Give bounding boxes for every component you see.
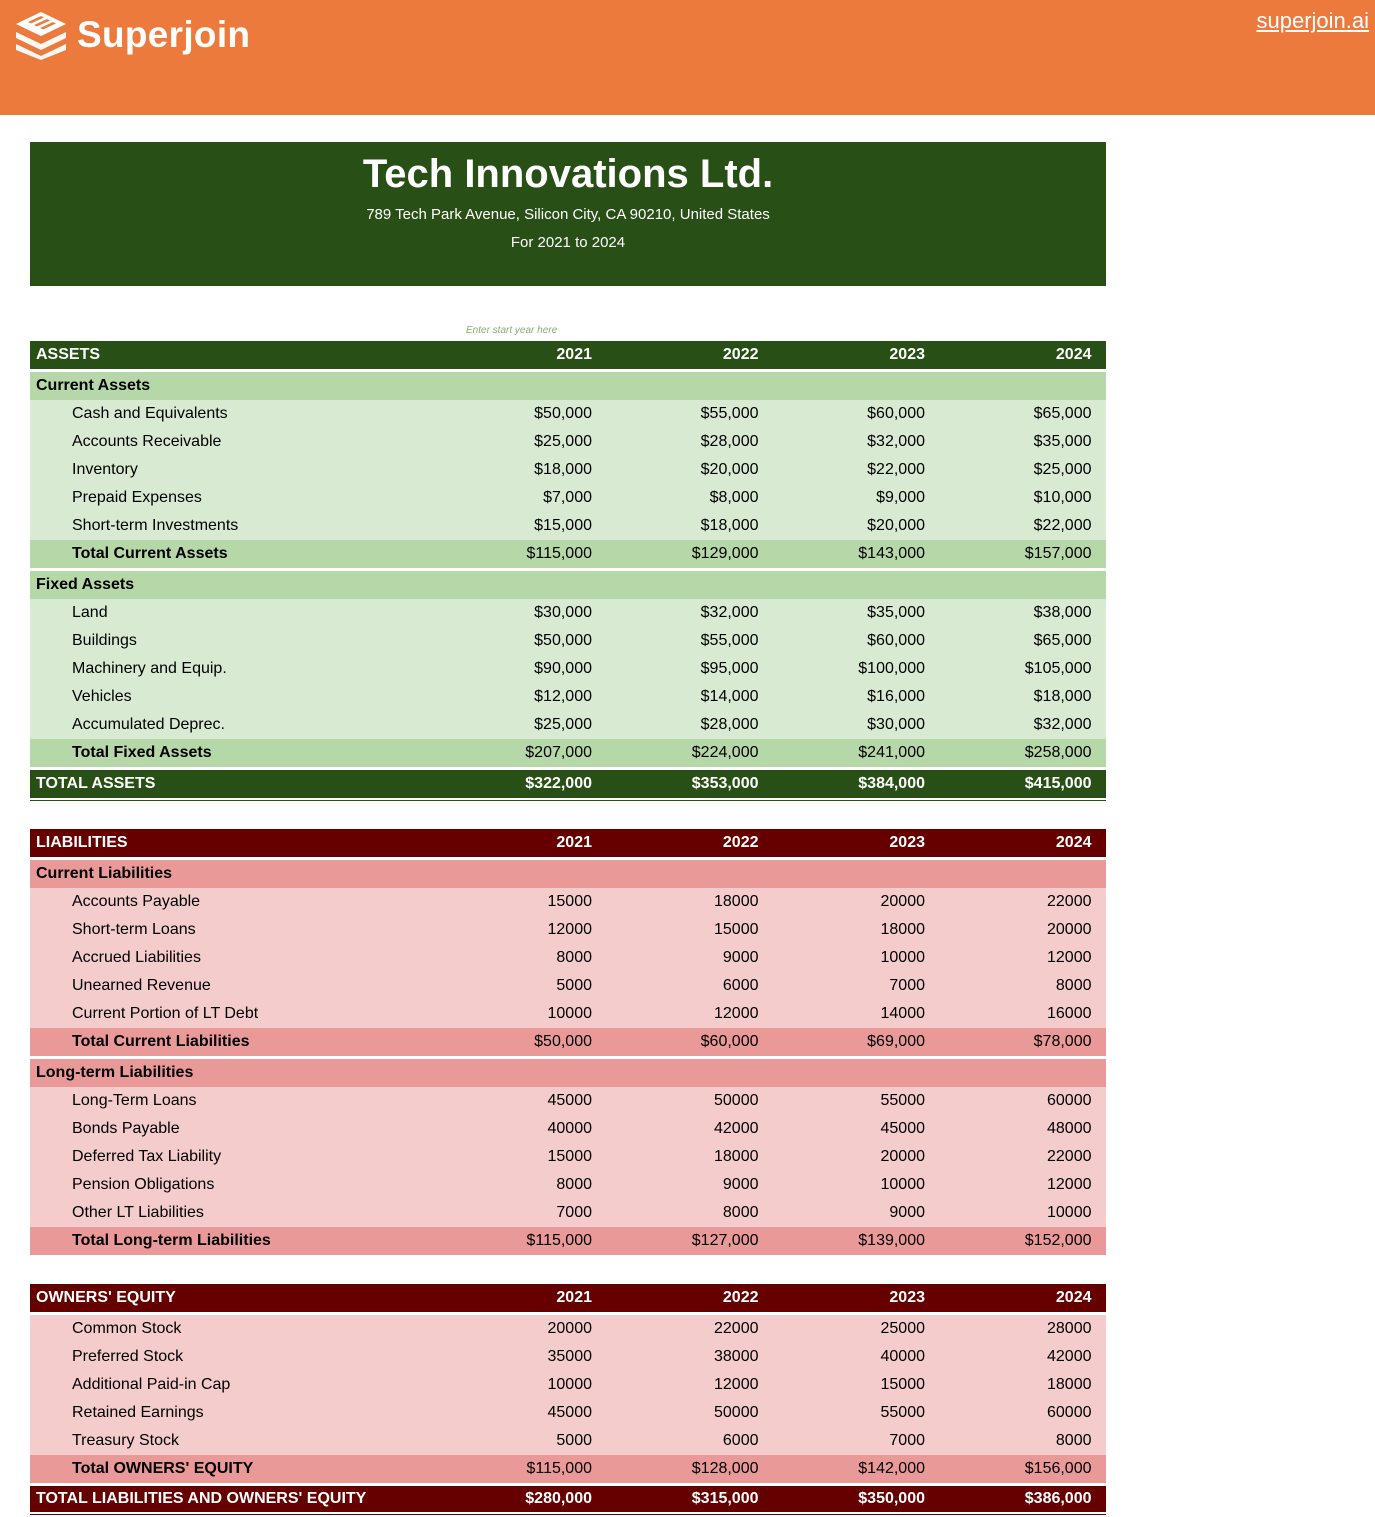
cell[interactable]: $152,000	[1024, 1232, 1092, 1249]
cell[interactable]: 9000	[889, 1204, 925, 1221]
table-row	[30, 428, 1106, 456]
table-row	[30, 1399, 1106, 1427]
cell[interactable]: 10000	[547, 1005, 592, 1022]
cell[interactable]: 5000	[556, 1432, 592, 1449]
cell[interactable]: 7000	[889, 1432, 925, 1449]
table-row	[30, 1315, 1106, 1343]
year-cell: 2023	[889, 1289, 925, 1306]
row-label: Pension Obligations	[72, 1176, 215, 1193]
cell[interactable]: 7000	[556, 1204, 592, 1221]
section-label: Current Assets	[36, 377, 151, 394]
cell[interactable]: 16000	[1047, 1005, 1092, 1022]
company-name: Tech Innovations Ltd.	[362, 152, 774, 196]
year-cell[interactable]: 2021	[556, 346, 592, 363]
table-row	[30, 1199, 1106, 1227]
cell[interactable]: 10000	[880, 949, 925, 966]
longterm-liabilities-items	[30, 1087, 1106, 1227]
cell[interactable]: 7000	[889, 977, 925, 994]
cell[interactable]: 12000	[547, 921, 592, 938]
cell[interactable]: 60000	[1047, 1092, 1092, 1109]
cell[interactable]: $25,000	[1033, 461, 1092, 478]
row-label: Bonds Payable	[72, 1120, 180, 1137]
cell[interactable]: 45000	[547, 1404, 592, 1421]
cell[interactable]: 12000	[1047, 949, 1092, 966]
cell[interactable]: 40000	[880, 1348, 925, 1365]
cell[interactable]: $9,000	[876, 489, 925, 506]
cell[interactable]: 50000	[714, 1404, 759, 1421]
cell[interactable]: 12000	[714, 1005, 759, 1022]
total-assets-row	[30, 770, 1106, 800]
equity-title: OWNERS' EQUITY	[36, 1289, 176, 1306]
row-label: Short-term Investments	[72, 517, 239, 534]
cell[interactable]: $258,000	[1024, 744, 1092, 761]
table-row	[30, 888, 1106, 916]
cell[interactable]: $280,000	[525, 1490, 592, 1507]
row-label: Buildings	[72, 632, 137, 649]
row-label: Current Portion of LT Debt	[72, 1005, 259, 1022]
cell[interactable]: $55,000	[700, 405, 759, 422]
assets-title: ASSETS	[36, 346, 101, 363]
cell[interactable]: 10000	[547, 1376, 592, 1393]
cell[interactable]: 8000	[1055, 977, 1092, 994]
cell[interactable]: 42000	[1047, 1348, 1092, 1365]
cell[interactable]: 14000	[880, 1005, 925, 1022]
current-liabilities-items	[30, 888, 1106, 1028]
stacked-layers-icon	[14, 10, 68, 60]
table-row	[30, 944, 1106, 972]
cell[interactable]: $128,000	[691, 1460, 759, 1477]
year-cell: 2023	[889, 346, 925, 363]
total-longterm-liabilities-row	[30, 1227, 1106, 1255]
cell[interactable]: 42000	[714, 1120, 759, 1137]
liabilities-header-row	[30, 829, 1106, 857]
cell[interactable]: 15000	[880, 1376, 925, 1393]
row-label: TOTAL LIABILITIES AND OWNERS' EQUITY	[36, 1490, 367, 1507]
total-fixed-assets-row	[30, 739, 1106, 767]
cell[interactable]: $60,000	[867, 405, 925, 422]
cell[interactable]: $65,000	[1033, 405, 1092, 422]
year-cell: 2024	[1055, 1289, 1092, 1306]
cell[interactable]: 8000	[556, 1176, 592, 1193]
cell[interactable]: $156,000	[1024, 1460, 1092, 1477]
cell[interactable]: $139,000	[858, 1232, 925, 1249]
year-cell: 2022	[722, 1289, 759, 1306]
current-assets-items	[30, 400, 1106, 540]
row-label: Accounts Receivable	[72, 433, 222, 450]
table-row	[30, 1115, 1106, 1143]
current-liabilities-heading	[30, 860, 1106, 888]
cell[interactable]: $129,000	[691, 545, 759, 562]
cell[interactable]: $32,000	[700, 604, 759, 621]
cell[interactable]: $157,000	[1024, 545, 1092, 562]
cell[interactable]: $353,000	[691, 775, 759, 792]
cell[interactable]: 9000	[722, 1176, 759, 1193]
report-header	[30, 142, 1106, 286]
cell[interactable]: $50,000	[534, 1033, 592, 1050]
row-label: Treasury Stock	[72, 1432, 179, 1449]
cell[interactable]: $207,000	[525, 744, 592, 761]
liabilities-title: LIABILITIES	[36, 834, 128, 851]
cell[interactable]: $224,000	[691, 744, 759, 761]
cell[interactable]: 8000	[556, 949, 592, 966]
table-row	[30, 655, 1106, 683]
cell[interactable]: $60,000	[700, 1033, 759, 1050]
cell[interactable]: $18,000	[1033, 688, 1092, 705]
cell[interactable]: 20000	[1047, 921, 1092, 938]
company-address: 789 Tech Park Avenue, Silicon City, CA 90210, United States	[366, 206, 770, 223]
equity-section	[30, 1284, 1106, 1515]
table-row	[30, 599, 1106, 627]
cell[interactable]: 55000	[880, 1092, 925, 1109]
row-label: TOTAL ASSETS	[36, 775, 156, 792]
cell[interactable]: 40000	[547, 1120, 592, 1137]
cell[interactable]: $15,000	[534, 517, 592, 534]
cell[interactable]: 18000	[1047, 1376, 1092, 1393]
row-label: Accrued Liabilities	[72, 949, 201, 966]
cell[interactable]: $28,000	[700, 433, 759, 450]
row-label: Land	[72, 604, 108, 621]
row-label: Common Stock	[72, 1320, 182, 1337]
table-row	[30, 627, 1106, 655]
cell[interactable]: $28,000	[700, 716, 759, 733]
table-row	[30, 711, 1106, 739]
cell[interactable]: $384,000	[858, 775, 925, 792]
liabilities-section	[30, 829, 1106, 1255]
cell[interactable]: 20000	[547, 1320, 592, 1337]
cell[interactable]: $35,000	[867, 604, 925, 621]
cell[interactable]: 60000	[1047, 1404, 1092, 1421]
superjoin-link[interactable]: superjoin.ai	[1256, 8, 1369, 33]
table-row	[30, 1371, 1106, 1399]
table-row	[30, 916, 1106, 944]
cell[interactable]: 15000	[547, 893, 592, 910]
total-current-assets-row	[30, 540, 1106, 568]
balance-sheet	[30, 142, 1106, 1507]
section-label: Fixed Assets	[36, 576, 135, 593]
cell[interactable]: $8,000	[709, 489, 759, 506]
fixed-assets-heading	[30, 571, 1106, 599]
section-label: Long-term Liabilities	[36, 1064, 194, 1081]
longterm-liabilities-heading	[30, 1059, 1106, 1087]
equity-header-row	[30, 1284, 1106, 1312]
total-assets-wrap	[30, 770, 1106, 801]
fixed-assets-items	[30, 599, 1106, 739]
cell[interactable]: $127,000	[691, 1232, 759, 1249]
cell[interactable]: 15000	[547, 1148, 592, 1165]
row-label: Total Current Liabilities	[72, 1033, 250, 1050]
table-row	[30, 1087, 1106, 1115]
table-row	[30, 1143, 1106, 1171]
cell[interactable]: $65,000	[1033, 632, 1092, 649]
cell[interactable]: 18000	[880, 921, 925, 938]
cell[interactable]: $30,000	[534, 604, 592, 621]
cell[interactable]: 15000	[714, 921, 759, 938]
cell[interactable]: $20,000	[700, 461, 759, 478]
brand-name: Superjoin	[77, 14, 251, 55]
year-cell: 2024	[1055, 834, 1092, 851]
table-row	[30, 456, 1106, 484]
report-period: For 2021 to 2024	[510, 234, 626, 251]
cell[interactable]: $50,000	[534, 632, 592, 649]
cell[interactable]: $14,000	[700, 688, 759, 705]
year-cell: 2022	[722, 834, 759, 851]
cell[interactable]: $386,000	[1024, 1490, 1092, 1507]
cell[interactable]: $7,000	[543, 489, 592, 506]
year-cell: 2021	[556, 1289, 592, 1306]
table-row	[30, 972, 1106, 1000]
cell[interactable]: 25000	[880, 1320, 925, 1337]
cell[interactable]: 45000	[880, 1120, 925, 1137]
cell[interactable]: $35,000	[1033, 433, 1092, 450]
total-liabilities-equity-wrap	[30, 1486, 1106, 1515]
cell[interactable]: 50000	[714, 1092, 759, 1109]
row-label: Accounts Payable	[72, 893, 201, 910]
row-label: Cash and Equivalents	[72, 405, 228, 422]
year-cell: 2024	[1055, 346, 1092, 363]
row-label: Short-term Loans	[72, 921, 196, 938]
cell[interactable]: $105,000	[1024, 660, 1092, 677]
cell[interactable]: $115,000	[526, 1460, 592, 1477]
cell[interactable]: $90,000	[534, 660, 592, 677]
row-label: Deferred Tax Liability	[72, 1148, 222, 1165]
cell[interactable]: $100,000	[858, 660, 925, 677]
cell[interactable]: 28000	[1047, 1320, 1092, 1337]
row-label: Total Long-term Liabilities	[72, 1232, 271, 1249]
row-label: Total Fixed Assets	[72, 744, 212, 761]
row-label: Accumulated Deprec.	[72, 716, 225, 733]
cell[interactable]: $350,000	[858, 1490, 925, 1507]
total-equity-row	[30, 1455, 1106, 1483]
top-banner	[0, 0, 1375, 115]
cell[interactable]: 35000	[547, 1348, 592, 1365]
table-row	[30, 1000, 1106, 1028]
row-label: Machinery and Equip.	[72, 660, 227, 677]
table-row	[30, 1427, 1106, 1455]
cell[interactable]: $142,000	[858, 1460, 925, 1477]
cell[interactable]: $25,000	[534, 716, 592, 733]
year-cell: 2022	[722, 346, 759, 363]
cell[interactable]: $38,000	[1033, 604, 1092, 621]
cell[interactable]: $22,000	[867, 461, 925, 478]
total-liabilities-equity-row	[30, 1486, 1106, 1514]
cell[interactable]: $95,000	[700, 660, 759, 677]
cell[interactable]: 48000	[1047, 1120, 1092, 1137]
table-row	[30, 400, 1106, 428]
cell[interactable]: $30,000	[867, 716, 925, 733]
cell[interactable]: $241,000	[858, 744, 925, 761]
cell[interactable]: $115,000	[526, 545, 592, 562]
cell[interactable]: $20,000	[867, 517, 925, 534]
cell[interactable]: $22,000	[1033, 517, 1092, 534]
row-label: Total OWNERS' EQUITY	[72, 1460, 254, 1477]
row-label: Vehicles	[72, 688, 132, 705]
cell[interactable]: 20000	[880, 1148, 925, 1165]
cell[interactable]: $415,000	[1024, 775, 1092, 792]
assets-header-row	[30, 341, 1106, 369]
cell[interactable]: 12000	[714, 1376, 759, 1393]
cell[interactable]: $69,000	[867, 1033, 925, 1050]
section-label: Current Liabilities	[36, 865, 173, 882]
table-row	[30, 1343, 1106, 1371]
year-cell: 2021	[556, 834, 592, 851]
cell[interactable]: 22000	[714, 1320, 759, 1337]
cell[interactable]: 9000	[722, 949, 759, 966]
cell[interactable]: $143,000	[858, 545, 925, 562]
row-label: Long-Term Loans	[72, 1092, 197, 1109]
cell[interactable]: $60,000	[867, 632, 925, 649]
cell[interactable]: $12,000	[534, 688, 592, 705]
cell[interactable]: 22000	[1047, 1148, 1092, 1165]
cell[interactable]: $10,000	[1033, 489, 1092, 506]
cell[interactable]: 55000	[880, 1404, 925, 1421]
current-assets-heading	[30, 372, 1106, 400]
row-label: Other LT Liabilities	[72, 1204, 204, 1221]
equity-items	[30, 1315, 1106, 1455]
cell[interactable]: 12000	[1047, 1176, 1092, 1193]
cell[interactable]: 6000	[722, 1432, 759, 1449]
brand-logo[interactable]	[14, 10, 250, 60]
table-row	[30, 484, 1106, 512]
cell[interactable]: $18,000	[534, 461, 592, 478]
cell[interactable]: 10000	[880, 1176, 925, 1193]
row-label: Unearned Revenue	[72, 977, 211, 994]
cell[interactable]: $16,000	[867, 688, 925, 705]
cell[interactable]: $315,000	[691, 1490, 759, 1507]
total-current-liabilities-row	[30, 1028, 1106, 1056]
cell[interactable]: $32,000	[867, 433, 925, 450]
cell[interactable]: 6000	[722, 977, 759, 994]
cell[interactable]: $115,000	[526, 1232, 592, 1249]
cell[interactable]: 18000	[714, 1148, 759, 1165]
row-label: Additional Paid-in Cap	[72, 1376, 231, 1393]
cell[interactable]: 5000	[556, 977, 592, 994]
row-label: Retained Earnings	[72, 1404, 204, 1421]
row-label: Inventory	[72, 461, 138, 478]
row-label: Prepaid Expenses	[72, 489, 202, 506]
table-row	[30, 683, 1106, 711]
cell[interactable]: $50,000	[534, 405, 592, 422]
cell[interactable]: $78,000	[1033, 1033, 1092, 1050]
cell[interactable]: 8000	[1055, 1432, 1092, 1449]
row-label: Preferred Stock	[72, 1348, 184, 1365]
cell[interactable]: 38000	[714, 1348, 759, 1365]
row-label: Total Current Assets	[72, 545, 228, 562]
table-row	[30, 1171, 1106, 1199]
cell[interactable]: $55,000	[700, 632, 759, 649]
cell[interactable]: 8000	[722, 1204, 759, 1221]
cell[interactable]: 20000	[880, 893, 925, 910]
table-row	[30, 512, 1106, 540]
cell[interactable]: $32,000	[1033, 716, 1092, 733]
cell[interactable]: 45000	[547, 1092, 592, 1109]
cell[interactable]: 22000	[1047, 893, 1092, 910]
assets-section	[30, 341, 1106, 801]
year-cell: 2023	[889, 834, 925, 851]
cell[interactable]: $25,000	[534, 433, 592, 450]
cell[interactable]: $18,000	[700, 517, 759, 534]
cell[interactable]: $322,000	[525, 775, 592, 792]
cell[interactable]: 10000	[1047, 1204, 1092, 1221]
cell[interactable]: 18000	[714, 893, 759, 910]
start-year-hint: Enter start year here	[466, 325, 558, 336]
